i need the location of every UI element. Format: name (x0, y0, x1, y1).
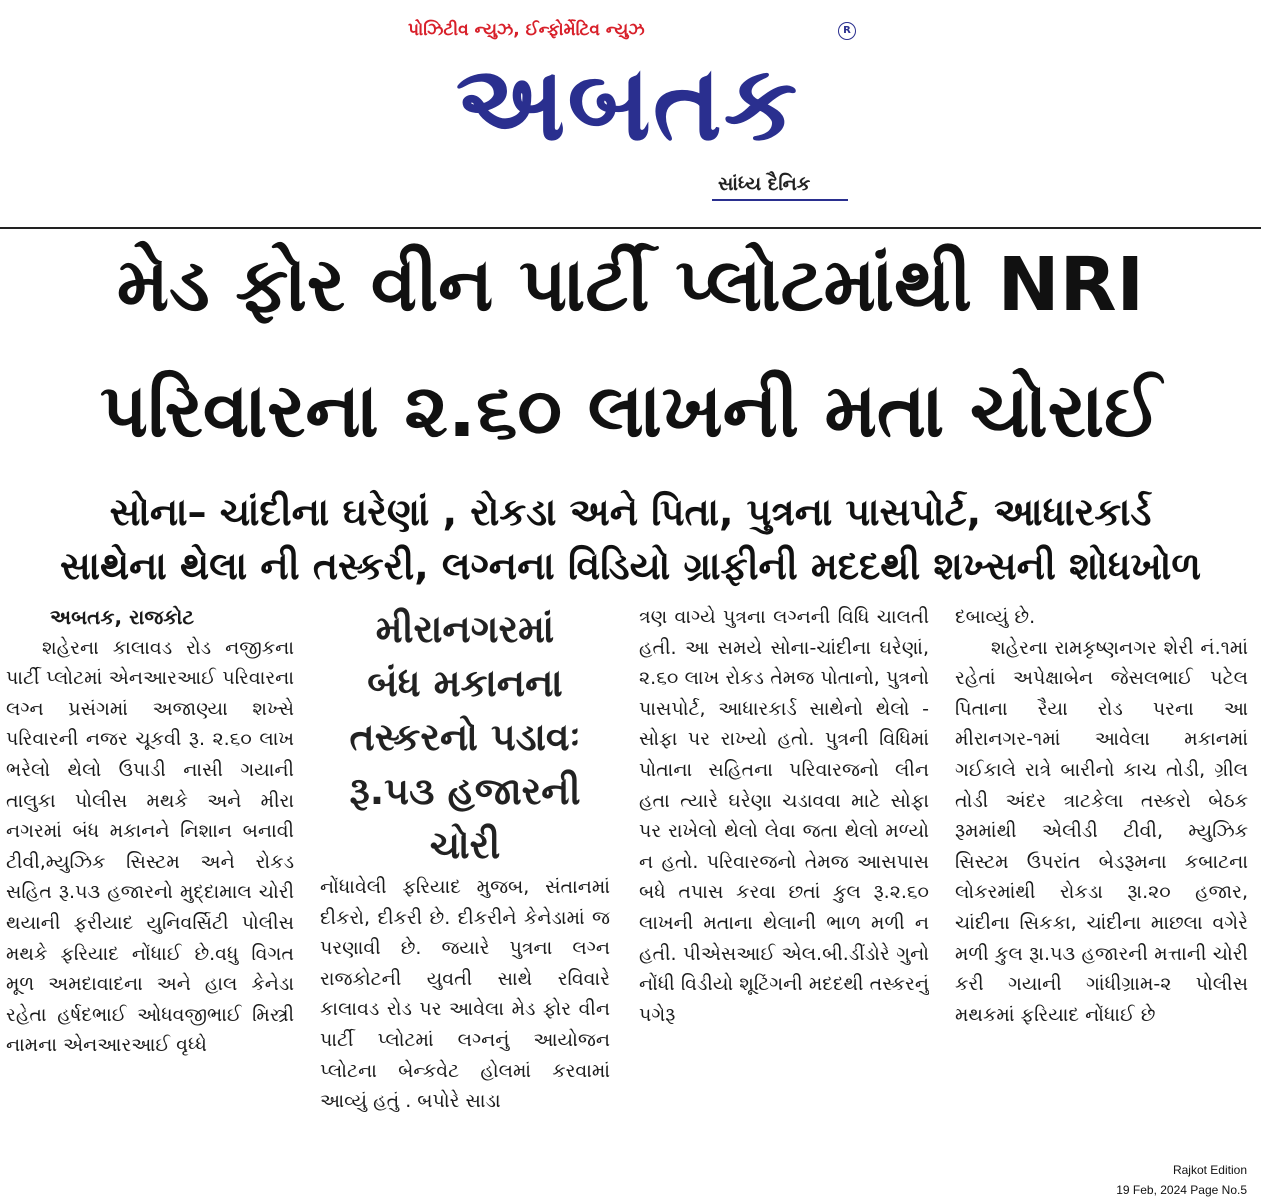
article-col1-text: શહેરના કાલાવડ રોડ નજીકના પાર્ટી પ્લોટમાં એનઆરઆઈ પરિવારના લગ્ન પ્રસંગમાં અજાણ્યા શખ્સે પરિવારની નજર ચૂકવી રૂ. ૨.૬૦ લાખ ભરેલો થેલો ઉપાડી નાસી ગયાની તાલુકા પોલીસ મથકે અને મીરા નગરમાં બંધ મકાનને નિશાન બનાવી ટીવી,મ્યુઝિક સિસ્ટમ અને રોકડ સહિત રૂ.૫૩ હજારનો મુદ્દામાલ ચોરી થયાની ફરીયાદ યુનિવર્સિટી પોલીસ મથકે ફરિયાદ નોંધાઈ છે.વધુ વિગત મૂળ અમદાવાદના અને હાલ કેનેડા રહેતા હર્ષદભાઈ ઓધવજીભાઈ મિસ્ત્રી નામના એનઆરઆઈ વૃધ્ધે (6, 636, 294, 1057)
edition-date-page: 19 Feb, 2024 Page No.5 (1116, 1183, 1247, 1197)
subheadline-line-2: સાથેના થેલા ની તસ્કરી, લગ્નના વિડિયો ગ્રાફીની મદદથી શખ્સની શોધખોળ (59, 544, 1202, 588)
article-col4-para-2: શહેરના રામકૃષ્ણનગર શેરી નં.૧માં રહેતાં અપેક્ષાબેન જેસલભાઈ પટેલ પિતાના રૈયા રોડ પરના આ મીરાનગર-૧માં આવેલા મકાનમાં ગઈકાલે રાત્રે બારીનો કાચ તોડી, ગ્રીલ તોડી અંદર ત્રાટકેલા તસ્કરો બેઠક રૂમમાંથી એલીડી ટીવી, મ્યુઝિક સિસ્ટમ ઉપરાંત બેડરૂમના કબાટના લોકરમાંથી રોકડા રૂા.૨૦ હજાર, ચાંદીના સિકકા, ચાંદીના માછલા વગેરે મળી કુલ રૂા.૫૩ હજારની મત્તાની ચોરી કરી ગયાની ગાંધીગ્રામ-૨ પોલીસ મથકમાં ફરિયાદ નોંધાઈ છે (955, 636, 1248, 1026)
article-column-2 (320, 872, 610, 1152)
article-column-1 (6, 602, 294, 1152)
subtitle-underline (712, 199, 848, 201)
headline-line-2: પરિવારના ૨.૬૦ લાખની મતા ચોરાઈ (99, 368, 1162, 454)
article-col2-text: નોંધાવેલી ફરિયાદ મુજબ, સંતાનમાં દીકરો, દીકરી છે. દીકરીને કેનેડામાં જ પરણાવી છે. જયારે પુત્રના લગ્ન રાજકોટની યુવતી સાથે રવિવારે કાલાવડ રોડ પર આવેલા મેડ ફોર વીન પાર્ટી પ્લોટમાં લગ્નનું આયોજન પ્લોટના બેન્કવેટ હોલમાં કરવામાં આવ્યું હતું . બપોરે સાડા (320, 876, 610, 1113)
article-col3-text: ત્રણ વાગ્યે પુત્રના લગ્નની વિધિ ચાલતી હતી. આ સમયે સોના-ચાંદીના ઘરેણાં, ૨.૬૦ લાખ રોકડ તેમજ પોતાનો, પુત્રનો પાસપોર્ટ, આધારકાર્ડ સાથેનો થેલો - સોફા પર રાખ્યો હતો. પુત્રની વિધિમાં પોતાના સહિતના પરિવારજનો લીન હતા ત્યારે ઘરેણા ચડાવવા માટે સોફા પર રાખેલો થેલો લેવા જતા થેલો મળ્યો ન હતો. પરિવારજનો તેમજ આસપાસ બધે તપાસ કરવા છતાં કુલ રૂ.૨.૬૦ લાખની મતાના થેલાની ભાળ મળી ન હતી. પીએસઆઈ એલ.બી.ડીંડોરે ગુનો નોંધી વિડીયો શૂટિંગની મદદથી તસ્કરનું પગેરૂ (639, 606, 929, 1026)
article-column-3 (639, 602, 929, 1152)
subheadline-line-1: સોના– ચાંદીના ઘરેણાં , રોકડા અને પિતા, પુત્રના પાસપોર્ટ, આધારકાર્ડ (109, 490, 1152, 534)
sidebar-headline-line-2: બંધ મકાનના (367, 661, 563, 705)
masthead (0, 0, 1261, 225)
article-col4-para-1: દબાવ્યું છે. (955, 606, 1036, 628)
sidebar-headline-line-5: ચોરી (429, 823, 501, 867)
sidebar-headline-line-3: તસ્કરનો પડાવઃ (349, 715, 581, 759)
masthead-divider (0, 227, 1261, 229)
sidebar-headline-line-1: મીરાનગરમાં (375, 607, 555, 651)
masthead-subtitle: સાંધ્ય દૈનિક (718, 173, 811, 195)
newspaper-logo: અબતક (455, 42, 800, 164)
headline-line-1: મેડ ફોર વીન પાર્ટી પ્લોટમાંથી NRI (116, 242, 1145, 328)
masthead-tagline: પોઝિટીવ ન્યુઝ, ઈન્ફોર્મેટિવ ન્યુઝ (408, 20, 645, 40)
sidebar-headline-line-4: રૂ.૫૩ હજારની (349, 769, 581, 813)
registered-mark-icon: R (838, 22, 856, 40)
article-dateline: અબતક, રાજકોટ (50, 605, 195, 629)
sidebar-headline (320, 602, 610, 872)
edition-footer (1116, 1160, 1247, 1200)
article-column-4 (955, 602, 1248, 1152)
edition-name: Rajkot Edition (1172, 1163, 1247, 1177)
